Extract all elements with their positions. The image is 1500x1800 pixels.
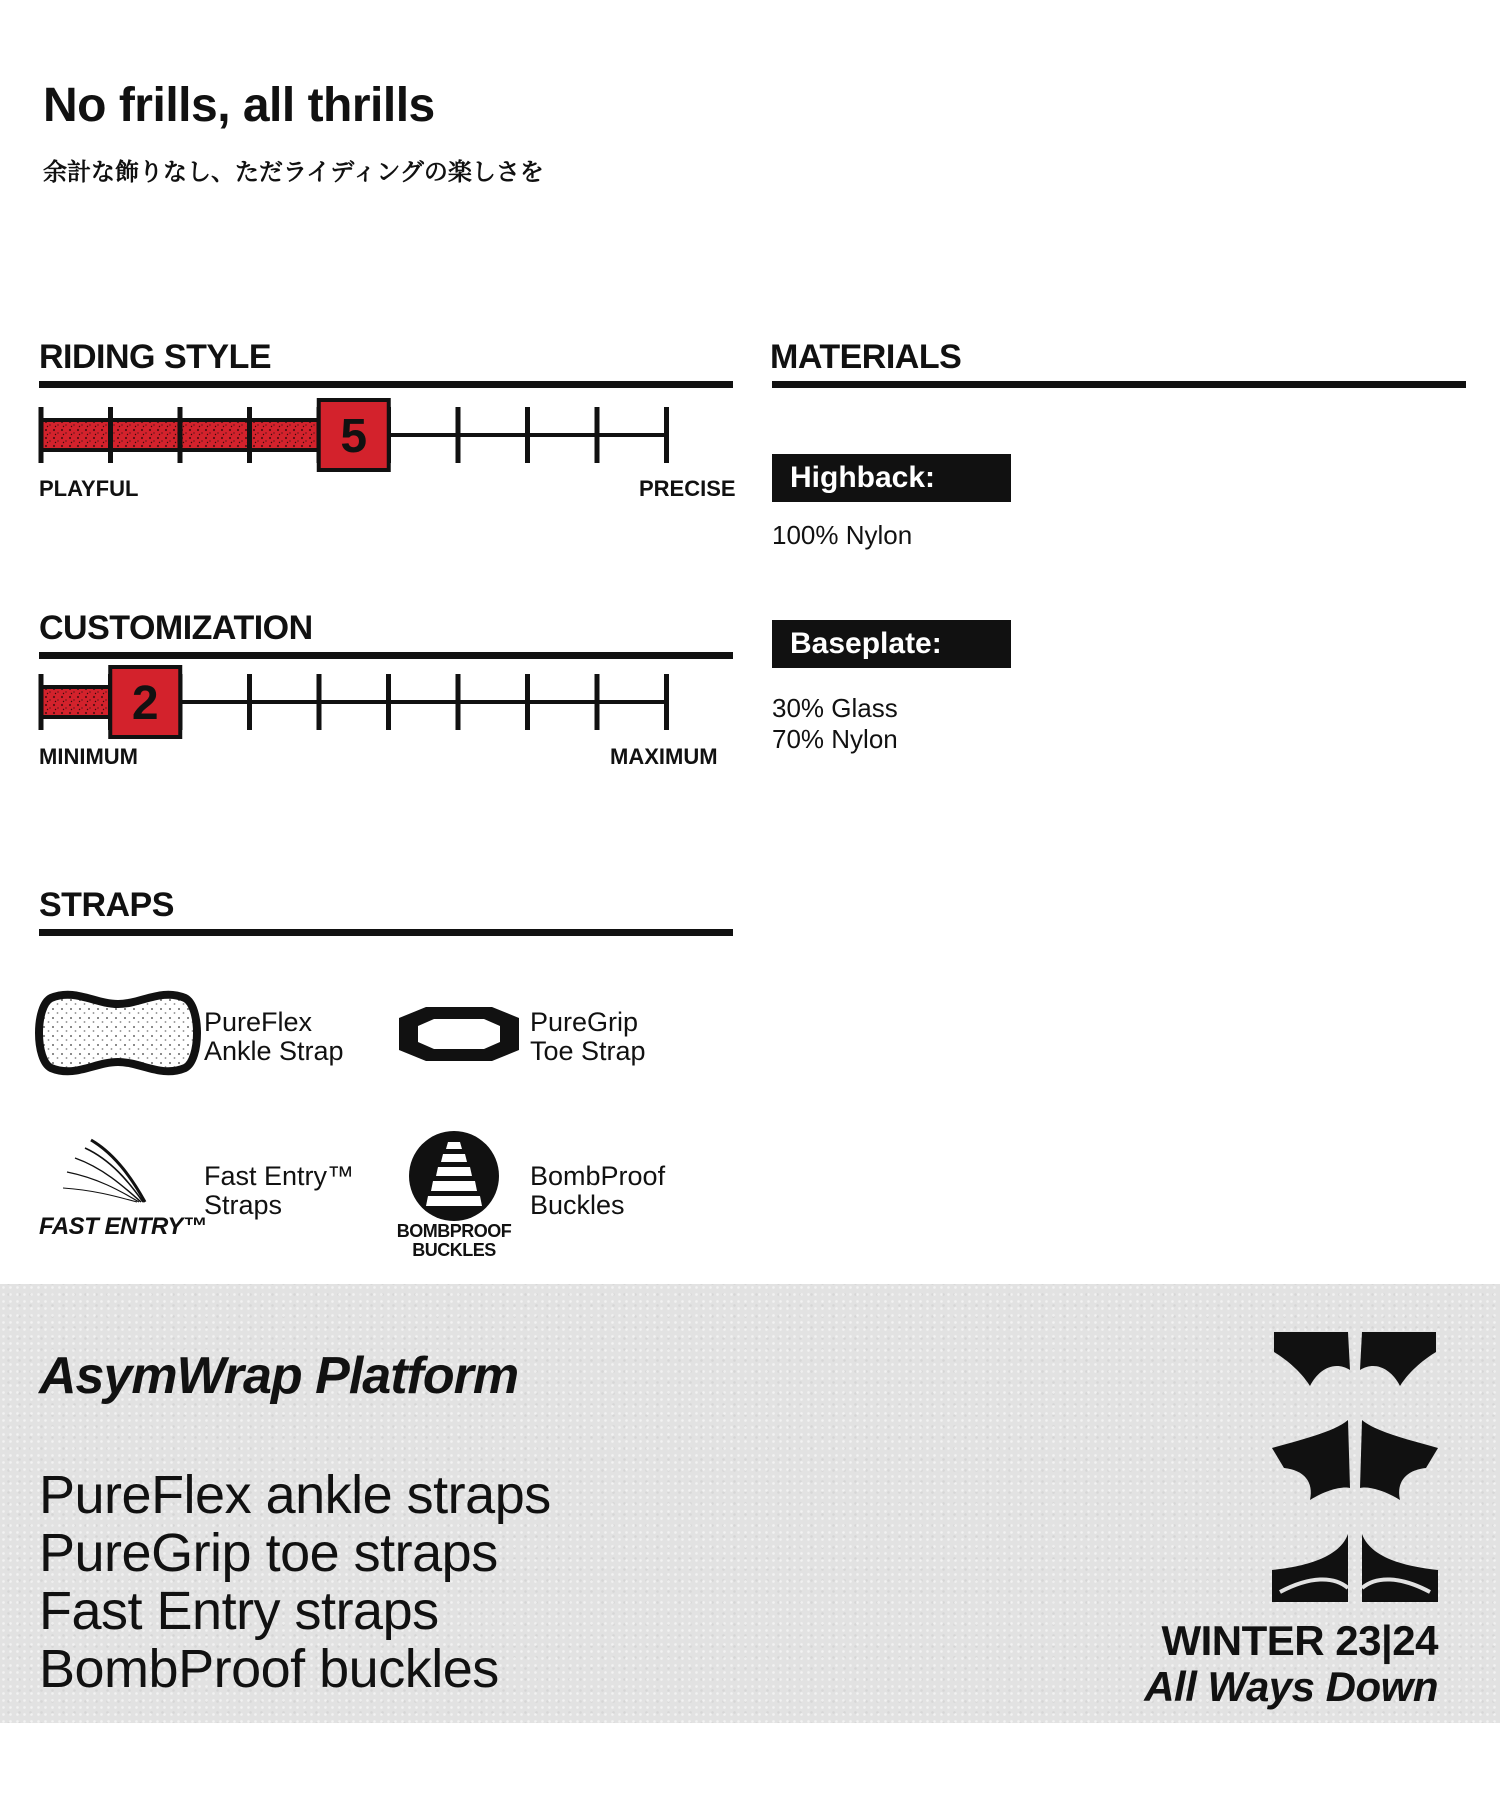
riding-style-scale — [36, 396, 740, 474]
straps-rule — [39, 929, 733, 936]
materials-rule — [772, 381, 1466, 388]
page-subheadline: 余計な飾りなし、ただライディングの楽しさを — [43, 158, 544, 186]
season-tagline: All Ways Down — [1144, 1663, 1438, 1710]
highback-label: Highback: — [772, 454, 1011, 502]
feature-item: PureFlex ankle straps — [39, 1465, 551, 1525]
season-label: WINTER 23|24 — [1161, 1617, 1438, 1664]
customization-min-label: MINIMUM — [39, 744, 138, 769]
bombproof-buckles-icon — [408, 1130, 500, 1222]
feature-list — [39, 1466, 551, 1698]
feature-item: PureGrip toe straps — [39, 1523, 498, 1583]
page-headline: No frills, all thrills — [43, 79, 435, 132]
bombproof-logo-text-line2: BUCKLES — [412, 1240, 496, 1260]
riding-style-min-label: PLAYFUL — [39, 476, 139, 501]
pureflex-label-line1: PureFlex — [204, 1007, 313, 1037]
fast-entry-icon — [63, 1138, 153, 1206]
pureflex-label-line2: Ankle Strap — [204, 1036, 344, 1066]
feature-item: BombProof buckles — [39, 1639, 499, 1699]
scale-fill-bar — [41, 420, 354, 450]
brand-logo-icon — [1270, 1330, 1440, 1604]
customization-rule — [39, 652, 733, 659]
baseplate-value-glass: 30% Glass — [772, 693, 898, 723]
puregrip-label-line2: Toe Strap — [530, 1036, 646, 1066]
bombproof-label-line2: Buckles — [530, 1190, 625, 1220]
fast-entry-logo-text: FAST ENTRY™ — [39, 1213, 207, 1240]
feature-item: Fast Entry straps — [39, 1581, 439, 1641]
riding-style-rule — [39, 381, 733, 388]
customization-scale — [36, 663, 740, 741]
riding-style-title: RIDING STYLE — [39, 338, 272, 376]
materials-title: MATERIALS — [770, 338, 962, 376]
platform-title: AsymWrap Platform — [39, 1347, 519, 1405]
bombproof-logo-text-line1: BOMBPROOF — [396, 1221, 512, 1241]
fast-entry-label-line2: Straps — [204, 1190, 283, 1220]
season-block — [1144, 1618, 1438, 1710]
riding-style-max-label: PRECISE — [639, 476, 736, 501]
baseplate-value-nylon: 70% Nylon — [772, 724, 898, 754]
scale-value-text: 5 — [340, 410, 368, 463]
customization-max-label: MAXIMUM — [610, 744, 718, 769]
bombproof-logo-text — [388, 1222, 520, 1260]
baseplate-label: Baseplate: — [772, 620, 1011, 668]
highback-value: 100% Nylon — [772, 520, 913, 550]
scale-value-text: 2 — [131, 677, 159, 730]
puregrip-toe-strap-icon — [396, 1004, 522, 1064]
bombproof-label-line1: BombProof — [530, 1161, 666, 1191]
pureflex-ankle-strap-icon — [33, 988, 203, 1078]
fast-entry-label-line1: Fast Entry™ — [204, 1161, 355, 1191]
customization-title: CUSTOMIZATION — [39, 609, 313, 647]
straps-title: STRAPS — [39, 886, 174, 924]
puregrip-label-line1: PureGrip — [530, 1007, 639, 1037]
